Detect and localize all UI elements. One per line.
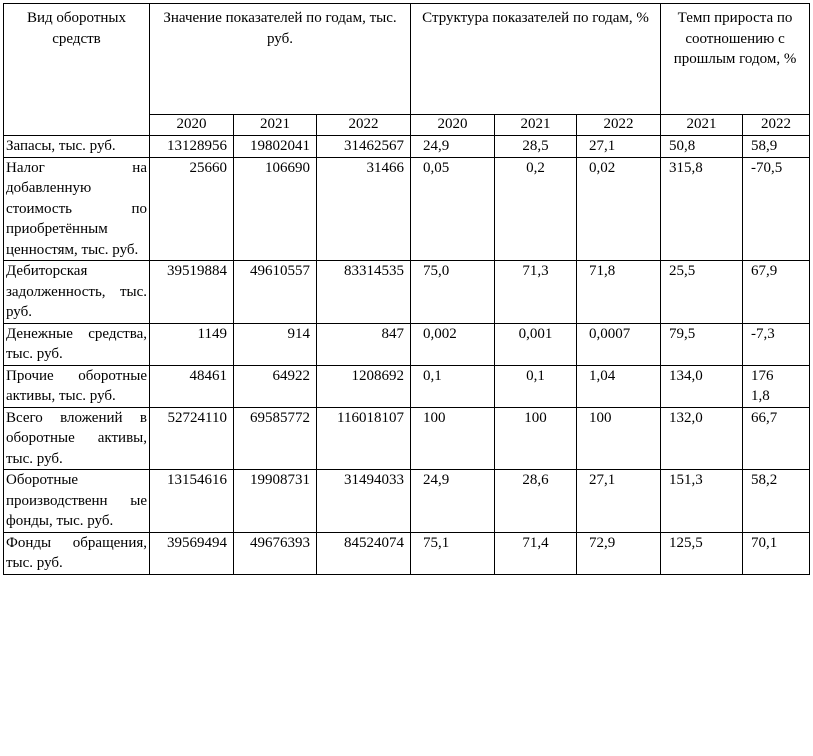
row-label: Запасы, тыс. руб. xyxy=(4,136,150,158)
row-label: Денежные средства, тыс. руб. xyxy=(4,323,150,365)
structure-cell: 24,9 xyxy=(411,136,495,158)
structure-cell: 0,002 xyxy=(411,323,495,365)
value-cell: 1149 xyxy=(150,323,234,365)
growth-cell: 25,5 xyxy=(661,261,743,324)
structure-cell: 71,4 xyxy=(495,532,577,574)
growth-cell: 176 1,8 xyxy=(743,365,810,407)
table-row xyxy=(4,323,810,365)
structure-cell: 0,001 xyxy=(495,323,577,365)
header-row-groups xyxy=(4,4,810,115)
value-cell: 19908731 xyxy=(234,470,317,533)
growth-cell: 70,1 xyxy=(743,532,810,574)
row-label: Налог на добавленную стоимость по приобретённым ценностям, тыс. руб. xyxy=(4,157,150,261)
header-structure-group: Структура показателей по годам, % xyxy=(411,4,661,115)
structure-cell: 1,04 xyxy=(577,365,661,407)
table-row xyxy=(4,532,810,574)
table-row xyxy=(4,157,810,261)
header-year: 2022 xyxy=(577,115,661,136)
structure-cell: 0,2 xyxy=(495,157,577,261)
document-page xyxy=(3,3,813,575)
value-cell: 1208692 xyxy=(317,365,411,407)
value-cell: 914 xyxy=(234,323,317,365)
structure-cell: 100 xyxy=(577,407,661,470)
structure-cell: 0,0007 xyxy=(577,323,661,365)
table-row xyxy=(4,365,810,407)
growth-cell: 58,9 xyxy=(743,136,810,158)
table-row xyxy=(4,136,810,158)
header-year: 2022 xyxy=(317,115,411,136)
growth-cell: 132,0 xyxy=(661,407,743,470)
structure-cell: 75,0 xyxy=(411,261,495,324)
growth-cell: 50,8 xyxy=(661,136,743,158)
value-cell: 52724110 xyxy=(150,407,234,470)
header-year: 2021 xyxy=(234,115,317,136)
growth-cell: 315,8 xyxy=(661,157,743,261)
row-label: Дебиторская задолженность, тыс. руб. xyxy=(4,261,150,324)
value-cell: 49676393 xyxy=(234,532,317,574)
value-cell: 69585772 xyxy=(234,407,317,470)
growth-cell: -70,5 xyxy=(743,157,810,261)
growth-cell: 66,7 xyxy=(743,407,810,470)
growth-cell: -7,3 xyxy=(743,323,810,365)
structure-cell: 0,1 xyxy=(495,365,577,407)
value-cell: 64922 xyxy=(234,365,317,407)
structure-cell: 27,1 xyxy=(577,470,661,533)
header-year: 2022 xyxy=(743,115,810,136)
row-label: Фонды обращения, тыс. руб. xyxy=(4,532,150,574)
header-year: 2020 xyxy=(411,115,495,136)
header-year: 2021 xyxy=(495,115,577,136)
working-capital-table xyxy=(3,3,810,575)
row-label: Прочие оборотные активы, тыс. руб. xyxy=(4,365,150,407)
growth-cell: 134,0 xyxy=(661,365,743,407)
structure-cell: 28,6 xyxy=(495,470,577,533)
value-cell: 31466 xyxy=(317,157,411,261)
growth-cell: 58,2 xyxy=(743,470,810,533)
table-row xyxy=(4,470,810,533)
row-label: Всего вложений в оборотные активы, тыс. руб. xyxy=(4,407,150,470)
value-cell: 84524074 xyxy=(317,532,411,574)
value-cell: 847 xyxy=(317,323,411,365)
structure-cell: 75,1 xyxy=(411,532,495,574)
header-year: 2020 xyxy=(150,115,234,136)
structure-cell: 72,9 xyxy=(577,532,661,574)
header-values-group: Значение показателей по годам, тыс. руб. xyxy=(150,4,411,115)
value-cell: 106690 xyxy=(234,157,317,261)
header-type: Вид оборотных средств xyxy=(4,4,150,136)
structure-cell: 100 xyxy=(495,407,577,470)
structure-cell: 28,5 xyxy=(495,136,577,158)
structure-cell: 100 xyxy=(411,407,495,470)
structure-cell: 0,02 xyxy=(577,157,661,261)
structure-cell: 71,8 xyxy=(577,261,661,324)
value-cell: 116018107 xyxy=(317,407,411,470)
value-cell: 83314535 xyxy=(317,261,411,324)
structure-cell: 0,1 xyxy=(411,365,495,407)
header-growth-group: Темп прироста по соотношению с прошлым годом, % xyxy=(661,4,810,115)
structure-cell: 27,1 xyxy=(577,136,661,158)
value-cell: 31494033 xyxy=(317,470,411,533)
value-cell: 39519884 xyxy=(150,261,234,324)
value-cell: 13154616 xyxy=(150,470,234,533)
value-cell: 49610557 xyxy=(234,261,317,324)
growth-cell: 125,5 xyxy=(661,532,743,574)
value-cell: 19802041 xyxy=(234,136,317,158)
row-label: Оборотные производственн ые фонды, тыс. руб. xyxy=(4,470,150,533)
structure-cell: 71,3 xyxy=(495,261,577,324)
value-cell: 48461 xyxy=(150,365,234,407)
growth-cell: 67,9 xyxy=(743,261,810,324)
growth-cell: 79,5 xyxy=(661,323,743,365)
value-cell: 39569494 xyxy=(150,532,234,574)
structure-cell: 24,9 xyxy=(411,470,495,533)
value-cell: 13128956 xyxy=(150,136,234,158)
value-cell: 25660 xyxy=(150,157,234,261)
table-row xyxy=(4,261,810,324)
value-cell: 31462567 xyxy=(317,136,411,158)
growth-cell: 151,3 xyxy=(661,470,743,533)
table-row xyxy=(4,407,810,470)
header-year: 2021 xyxy=(661,115,743,136)
structure-cell: 0,05 xyxy=(411,157,495,261)
